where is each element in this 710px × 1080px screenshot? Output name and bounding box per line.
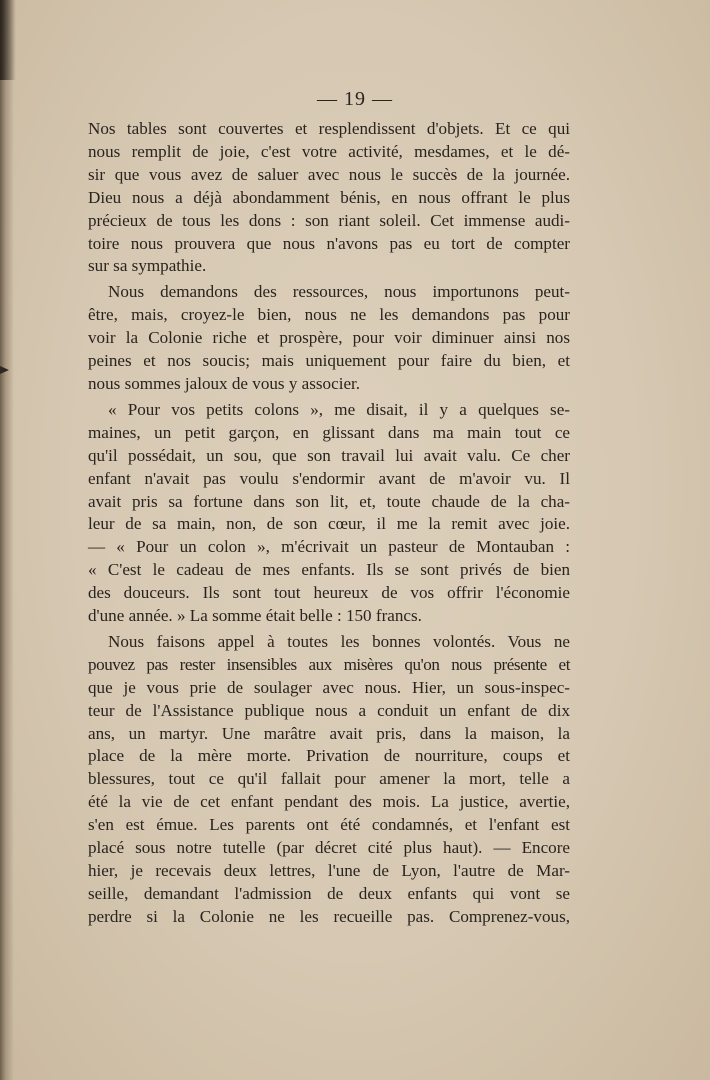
text-line: Nous faisons appel à toutes les bonnes volontés. Vous ne bbox=[108, 631, 570, 651]
text-line: Dieu nous a déjà abondamment bénis, en nous offrant le plus bbox=[88, 187, 570, 207]
text-line: « C'est le cadeau de mes enfants. Ils se sont privés de bien bbox=[88, 560, 570, 580]
text-line: s'en est émue. Les parents ont été condamnés, et l'enfant est bbox=[88, 815, 570, 835]
text-line: « Pour vos petits colons », me disait, il y a quelques se- bbox=[108, 399, 570, 419]
text-line: précieux de tous les dons : son riant soleil. Cet immense audi- bbox=[88, 210, 570, 230]
text-line: Nos tables sont couvertes et resplendissent d'objets. Et ce qui bbox=[88, 119, 570, 138]
text-line: — « Pour un colon », m'écrivait un pasteur de Montauban : bbox=[88, 537, 570, 557]
text-line: des douceurs. Ils sont tout heureux de vos offrir l'économie bbox=[88, 583, 570, 603]
page-number: — 19 — bbox=[317, 88, 393, 110]
text-line: nous remplit de joie, c'est votre activité, mesdames, et le dé- bbox=[88, 141, 570, 161]
text-line: seille, demandant l'admission de deux enfants qui vont se bbox=[88, 883, 570, 903]
paragraph-1 bbox=[88, 118, 570, 278]
text-line: qu'il possédait, un sou, que son travail lui avait valu. Ce cher bbox=[88, 445, 570, 465]
text-line: été la vie de cet enfant pendant des mois. La justice, avertie, bbox=[88, 792, 570, 812]
text-line: enfant n'avait pas voulu s'endormir avant de m'avoir vu. Il bbox=[88, 468, 570, 488]
text-line: peines et nos soucis; mais uniquement pour faire du bien, et bbox=[88, 351, 570, 371]
text-line: toire nous prouvera que nous n'avons pas eu tort de compter bbox=[88, 233, 570, 253]
text-line: place de la mère morte. Privation de nourriture, coups et bbox=[88, 746, 570, 766]
text-line: pouvez pas rester insensibles aux misères qu'on nous présente et bbox=[88, 654, 570, 674]
text-line: teur de l'Assistance publique nous a conduit un enfant de dix bbox=[88, 700, 570, 720]
text-line: maines, un petit garçon, en glissant dans ma main tout ce bbox=[88, 422, 570, 442]
text-line: avait pris sa fortune dans son lit, et, toute chaude de la cha- bbox=[88, 491, 570, 511]
body-text bbox=[88, 118, 570, 929]
text-line: Nous demandons des ressources, nous importunons peut- bbox=[108, 282, 570, 302]
text-line: hier, je recevais deux lettres, l'une de Lyon, l'autre de Mar- bbox=[88, 861, 570, 880]
text-line: blessures, tout ce qu'il fallait pour amener la mort, telle a bbox=[88, 769, 570, 789]
text-line: placé sous notre tutelle (par décret cité plus haut). — Encore bbox=[88, 838, 570, 858]
paragraph-4 bbox=[88, 631, 570, 929]
margin-arrow-mark bbox=[0, 366, 9, 374]
text-line: être, mais, croyez-le bien, nous ne les demandons pas pour bbox=[88, 305, 570, 325]
text-line: nous sommes jaloux de vous y associer. bbox=[88, 373, 361, 393]
paragraph-2 bbox=[88, 281, 570, 396]
text-line: que je vous prie de soulager avec nous. Hier, un sous-inspec- bbox=[88, 677, 570, 697]
text-line: leur de sa main, non, de son cœur, il me la remit avec joie. bbox=[88, 514, 570, 534]
text-line: perdre si la Colonie ne les recueille pas. Comprenez-vous, bbox=[88, 906, 570, 926]
paragraph-3 bbox=[88, 399, 570, 628]
text-line: sur sa sympathie. bbox=[88, 256, 207, 276]
text-line: voir la Colonie riche et prospère, pour voir diminuer ainsi nos bbox=[88, 328, 570, 348]
text-line: ans, un martyr. Une marâtre avait pris, dans la maison, la bbox=[88, 723, 570, 743]
text-line: sir que vous avez de saluer avec nous le succès de la journée. bbox=[88, 164, 570, 184]
binding-shadow bbox=[0, 0, 14, 1080]
text-line: d'une année. » La somme était belle : 150 francs. bbox=[88, 606, 422, 626]
page-corner-shadow bbox=[0, 0, 16, 80]
